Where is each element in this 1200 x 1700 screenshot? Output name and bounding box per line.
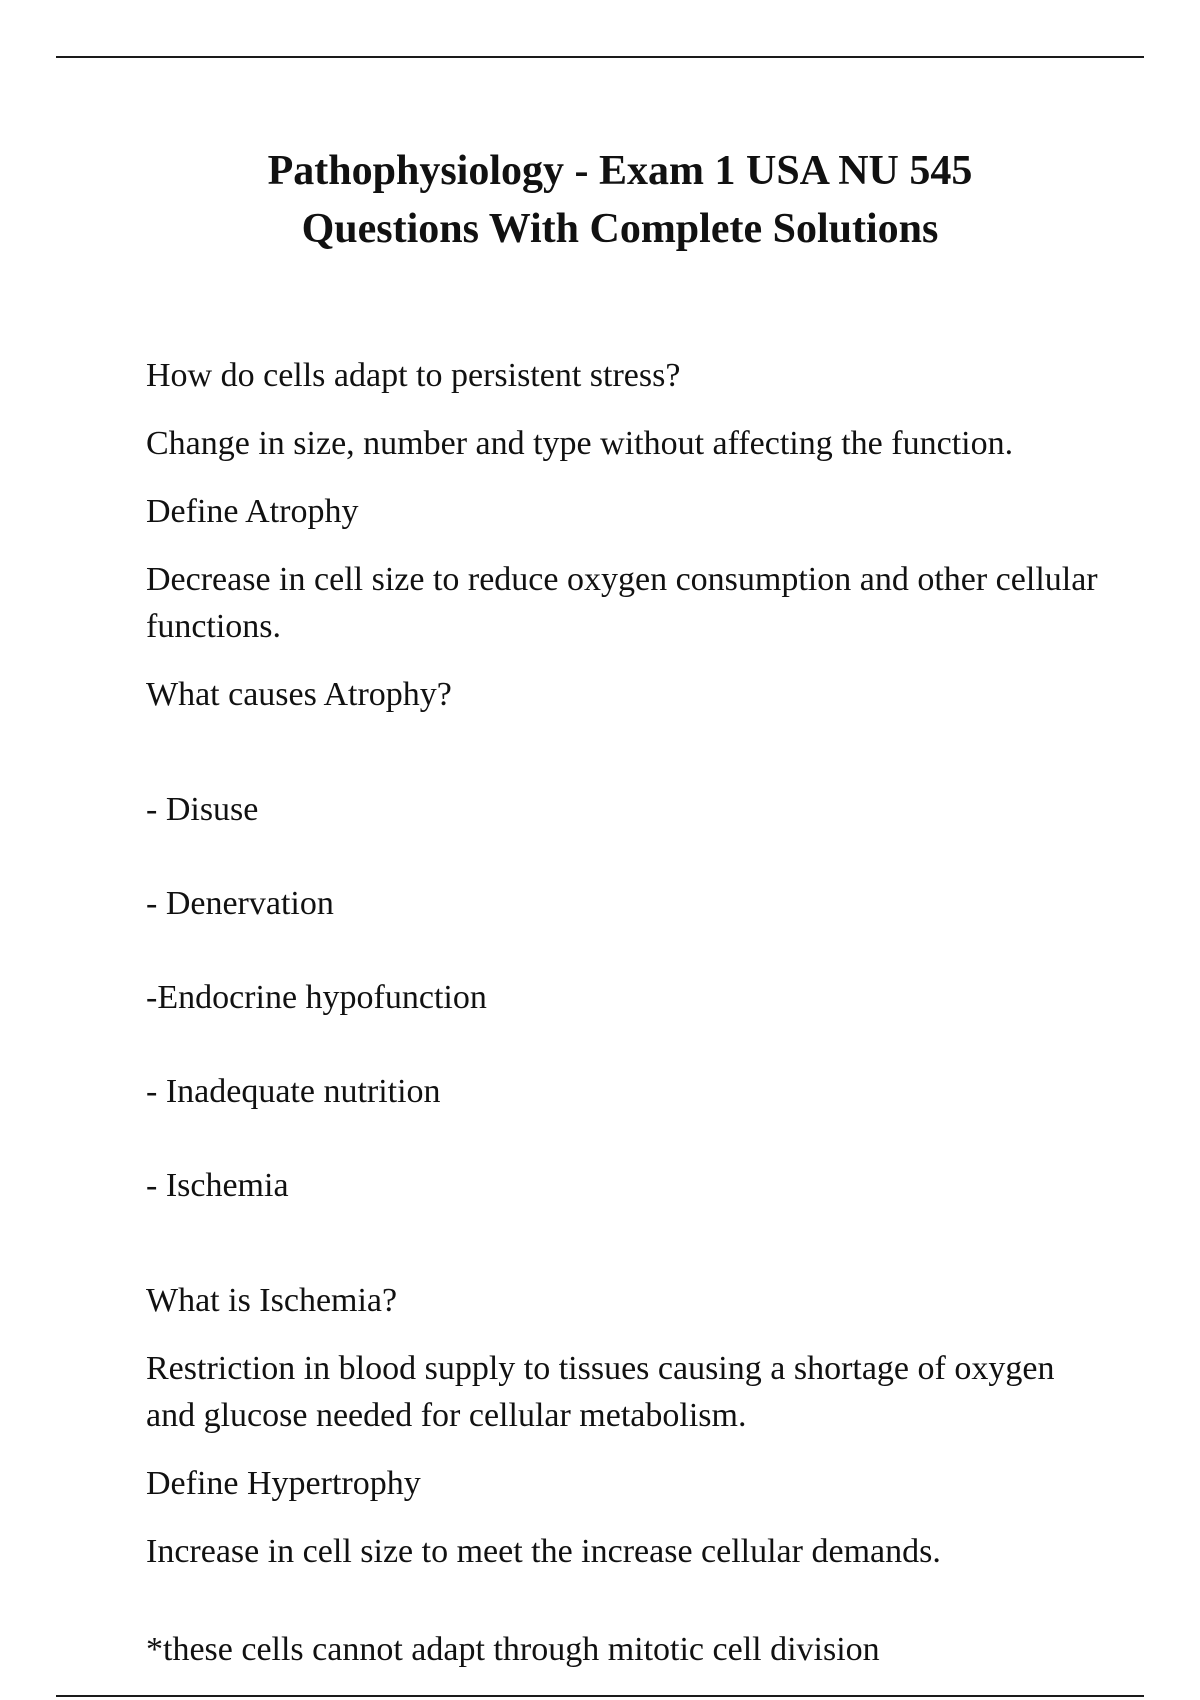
bottom-rule (56, 1695, 1144, 1697)
answer-5: Increase in cell size to meet the increase cellular demands. (146, 1533, 941, 1570)
title-line-2: Questions With Complete Solutions (301, 206, 939, 252)
answer-2: Decrease in cell size to reduce oxygen consumption and other cellular functions. (146, 561, 1098, 645)
answer-1: Change in size, number and type without affecting the function. (146, 425, 1014, 462)
question-3: What causes Atrophy? (146, 676, 452, 713)
answer-3-list (146, 739, 1106, 1256)
list-item: - Disuse (146, 791, 259, 828)
top-rule (56, 56, 1144, 58)
list-item: - Ischemia (146, 1167, 289, 1204)
answer-5-note: *these cells cannot adapt through mitotic cell division (146, 1631, 880, 1668)
question-4: What is Ischemia? (146, 1282, 398, 1319)
list-item: - Inadequate nutrition (146, 1073, 441, 1110)
question-2: Define Atrophy (146, 493, 359, 530)
qa-content (146, 352, 1106, 1694)
title-line-1: Pathophysiology - Exam 1 USA NU 545 (267, 148, 973, 194)
answer-4: Restriction in blood supply to tissues causing a shortage of oxygen and glucose needed for cellular metabolism. (146, 1350, 1055, 1434)
page-title (0, 142, 1200, 258)
question-5: Define Hypertrophy (146, 1465, 421, 1502)
list-item: - Denervation (146, 885, 334, 922)
list-item: -Endocrine hypofunction (146, 979, 487, 1016)
question-1: How do cells adapt to persistent stress? (146, 357, 681, 394)
